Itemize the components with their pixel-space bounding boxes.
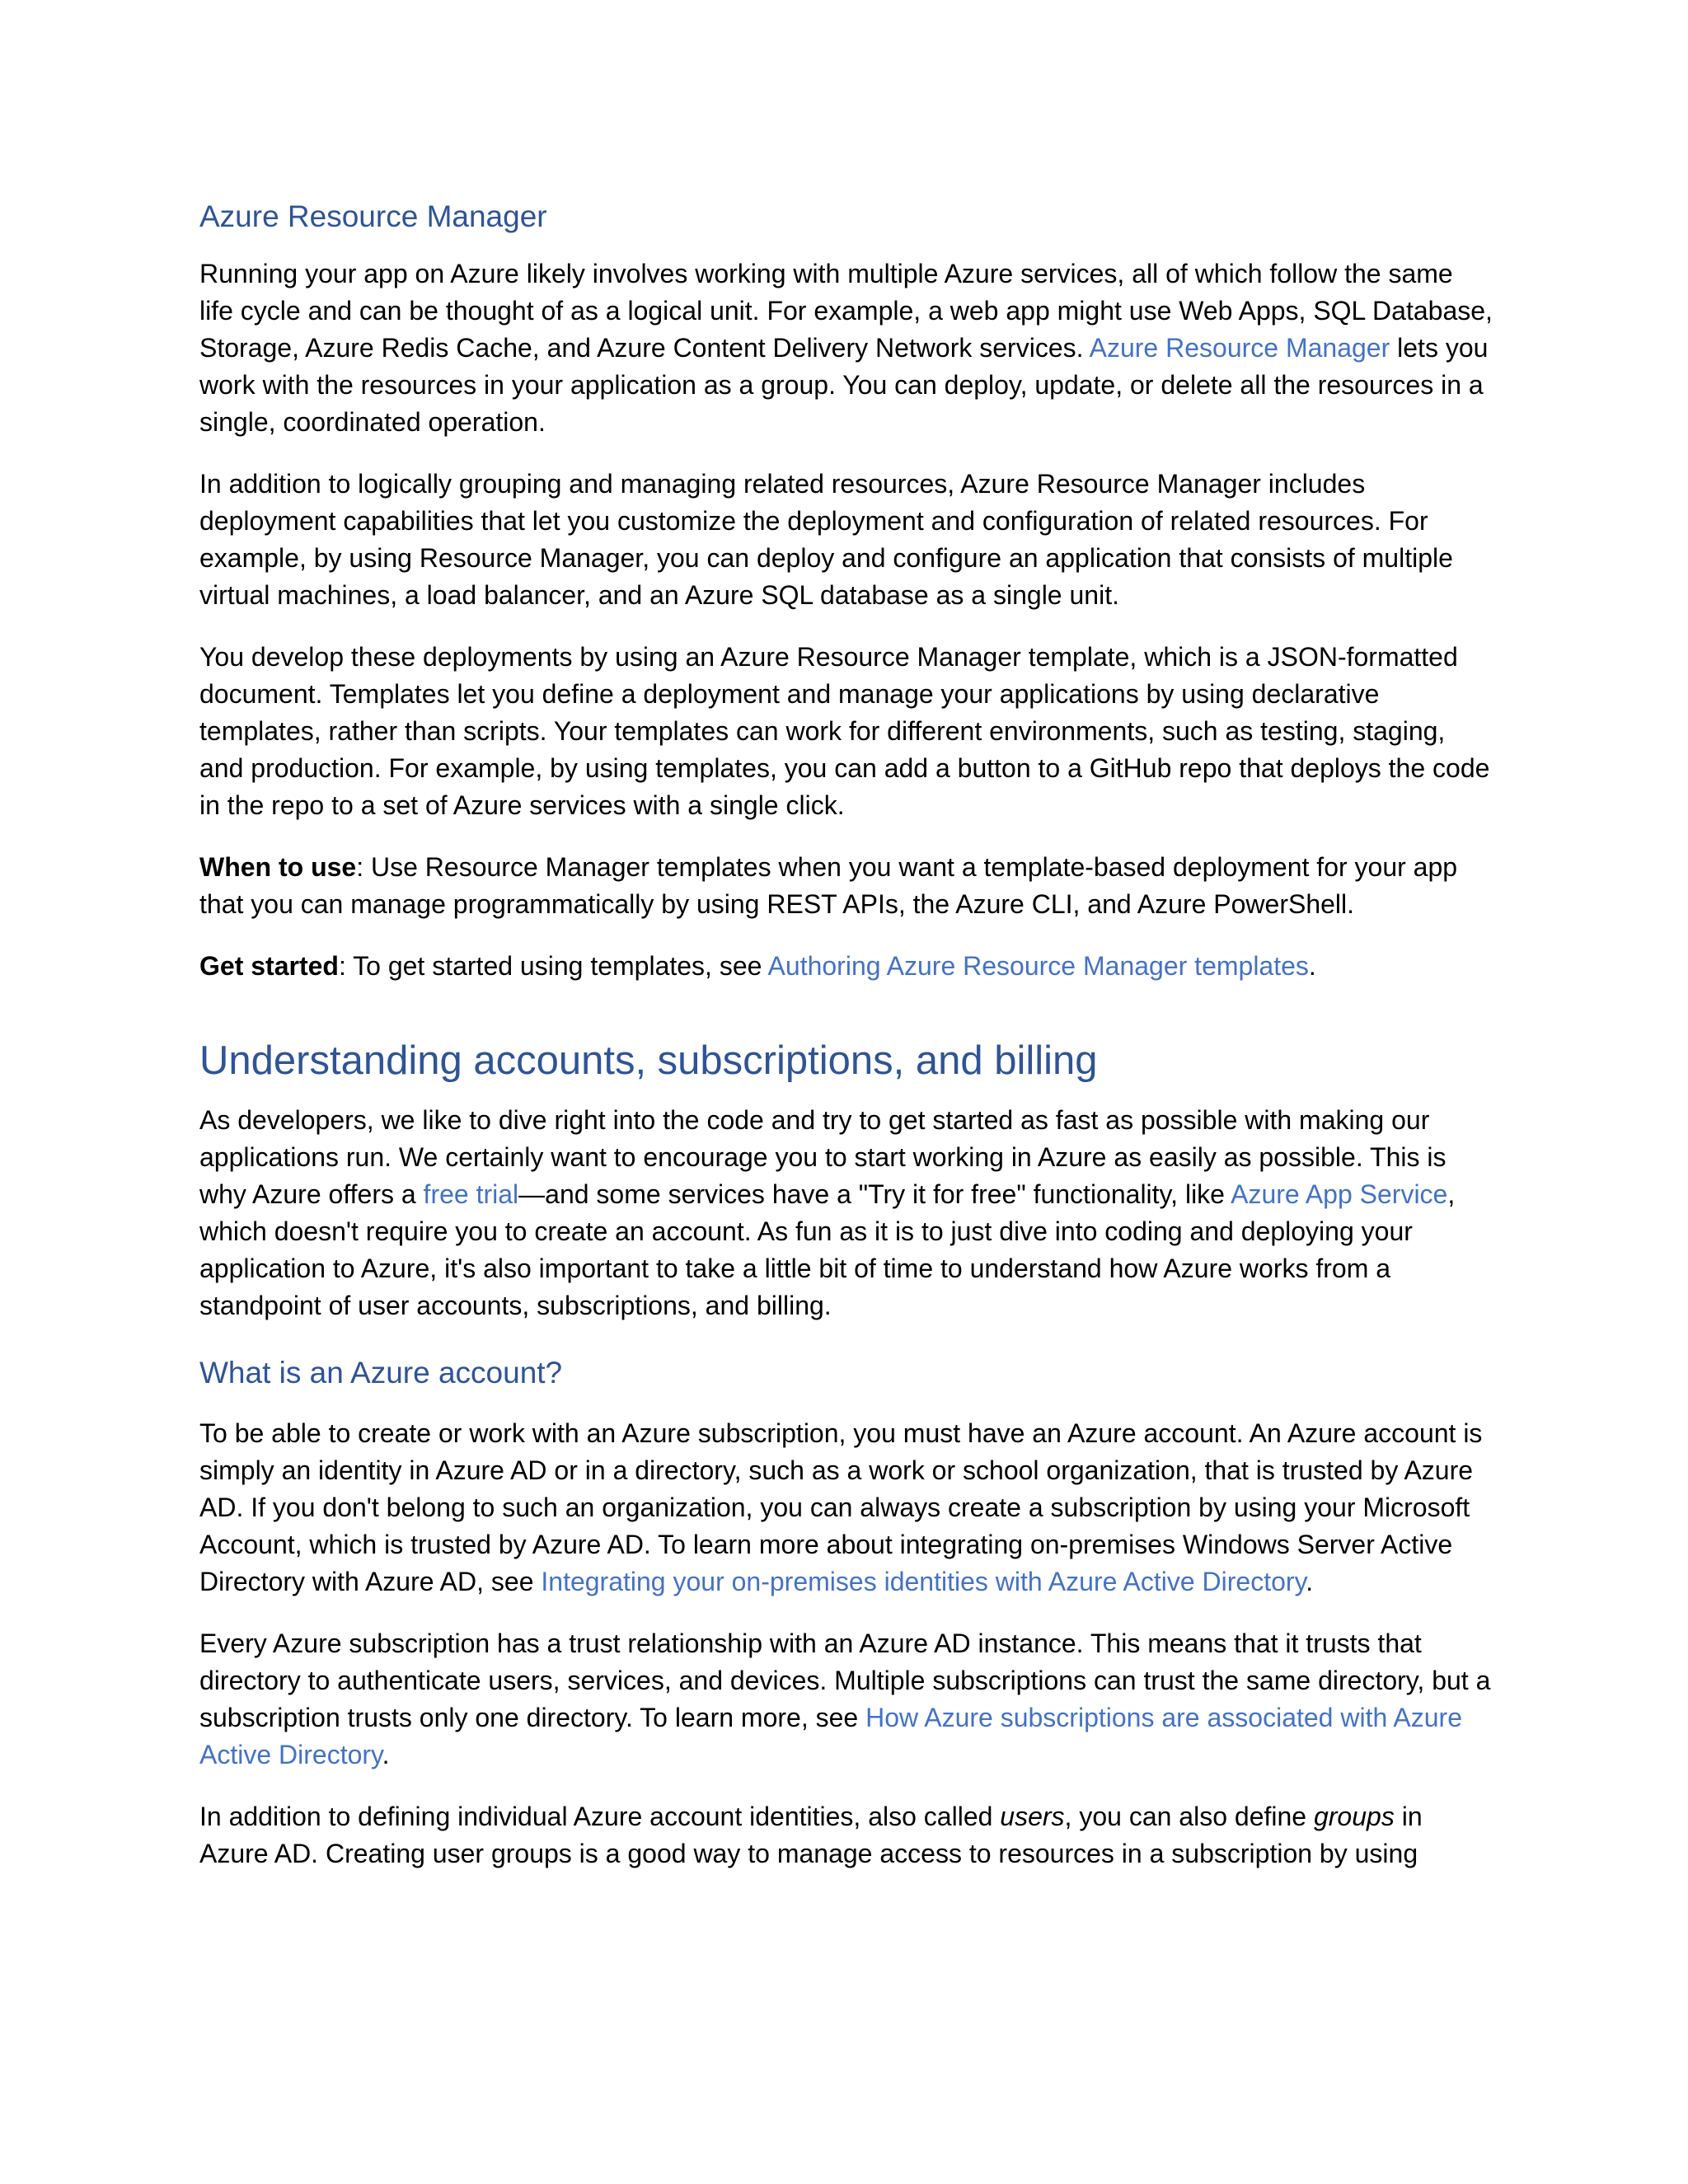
paragraph-when-to-use: When to use: Use Resource Manager templates when you want a template-based deployment for your app that you can manage programmatically by using REST APIs, the Azure CLI, and Azure PowerShell. <box>199 852 1458 919</box>
paragraph-azure-account: To be able to create or work with an Azure subscription, you must have an Azure account. An Azure account is simply an identity in Azure AD or in a directory, such as a work or school organization, that is trusted by Azure AD. If you don't belong to such an organization, you can always create a subscription by using your Microsoft Account, which is trusted by Azure AD. To learn more about integrating on-premises Windows Server Active Directory with Azure AD, see Integrating your on-premises identities with Azure Active Directory. <box>199 1418 1483 1596</box>
paragraph-accounts-intro: As developers, we like to dive right into the code and try to get started as fast as possible with making our applications run. We certainly want to encourage you to start working in Azure as easily as possible. This is why Azure offers a free trial—and some services have a "Try it for free" functionality, like Azure App Service, which doesn't require you to create an account. As fun as it is to just dive into coding and deploying your application to Azure, it's also important to take a little bit of time to understand how Azure works from a standpoint of user accounts, subscriptions, and billing. <box>199 1105 1456 1320</box>
link-free-trial[interactable]: free trial <box>423 1179 519 1209</box>
paragraph-get-started: Get started: To get started using templates, see Authoring Azure Resource Manager templates. <box>199 951 1316 981</box>
document-page <box>199 198 1493 1872</box>
link-authoring-templates[interactable]: Authoring Azure Resource Manager templates <box>767 951 1309 981</box>
paragraph-users-groups: In addition to defining individual Azure account identities, also called users, you can also define groups in Azure AD. Creating user groups is a good way to manage access to resources in a subscription by using <box>199 1802 1423 1868</box>
term-users: users <box>1000 1802 1065 1831</box>
heading-azure-resource-manager: Azure Resource Manager <box>199 199 547 233</box>
paragraph-subscription-trust: Every Azure subscription has a trust relationship with an Azure AD instance. This means that it trusts that directory to authenticate users, services, and devices. Multiple subscriptions can trust the same directory, but a subscription trusts only one directory. To learn more, see How Azure subscriptions are associated with Azure Active Directory. <box>199 1629 1491 1769</box>
paragraph-arm-intro: Running your app on Azure likely involves working with multiple Azure services, all of which follow the same life cycle and can be thought of as a logical unit. For example, a web app might use Web Apps, SQL Database, Storage, Azure Redis Cache, and Azure Content Delivery Network services. Azure Resource Manager lets you work with the resources in your application as a group. You can deploy, update, or delete all the resources in a single, coordinated operation. <box>199 259 1493 437</box>
heading-accounts-subscriptions-billing: Understanding accounts, subscriptions, and billing <box>199 1038 1098 1083</box>
label-when-to-use: When to use <box>199 852 357 882</box>
heading-what-is-azure-account: What is an Azure account? <box>199 1356 563 1390</box>
label-get-started: Get started <box>199 951 339 981</box>
link-azure-resource-manager[interactable]: Azure Resource Manager <box>1089 333 1390 363</box>
link-subscriptions-associated[interactable]: How Azure subscriptions are associated with Azure Active Directory <box>199 1703 1462 1769</box>
term-groups: groups <box>1313 1802 1395 1831</box>
paragraph-arm-templates: You develop these deployments by using an Azure Resource Manager template, which is a JSON-formatted document. Templates let you define a deployment and manage your applications by using declarative templates, rather than scripts. Your templates can work for different environments, such as testing, staging, and production. For example, by using templates, you can add a button to a GitHub repo that deploys the code in the repo to a set of Azure services with a single click. <box>199 642 1490 820</box>
paragraph-arm-capabilities: In addition to logically grouping and managing related resources, Azure Resource Manager includes deployment capabilities that let you customize the deployment and configuration of related resources. For example, by using Resource Manager, you can deploy and configure an application that consists of multiple virtual machines, a load balancer, and an Azure SQL database as a single unit. <box>199 469 1453 610</box>
link-azure-app-service[interactable]: Azure App Service <box>1231 1179 1448 1209</box>
link-integrating-identities[interactable]: Integrating your on-premises identities with Azure Active Directory <box>541 1567 1306 1596</box>
